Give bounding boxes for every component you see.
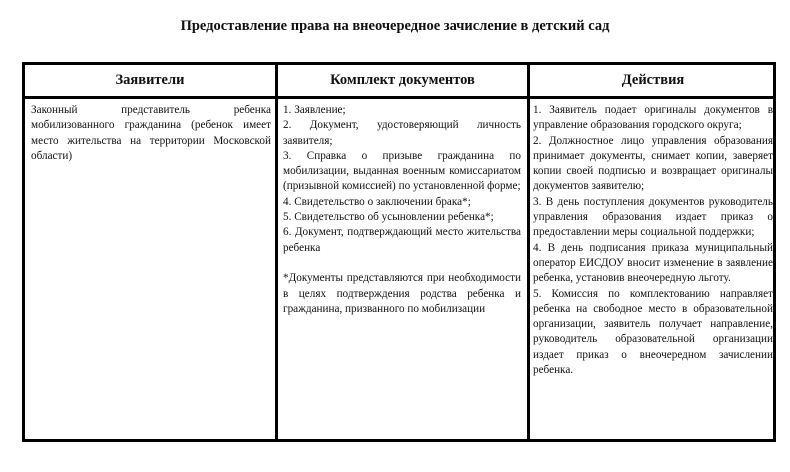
- list-item: 4. Свидетельство о заключении брака*;: [283, 195, 471, 208]
- document-title: Предоставление права на внеочередное зачисление в детский сад: [180, 18, 610, 34]
- list-item: 3. В день поступления документов руководитель управления образования издает приказ о предоставлении меры социальной поддержки;: [533, 195, 773, 239]
- applicants-text: Законный представитель ребенка мобилизованного гражданина (ребенок имеет место жительства на территории Московской области): [31, 104, 271, 162]
- header-actions: Действия: [621, 72, 685, 88]
- documents-cell: [283, 103, 521, 317]
- list-item: 1. Заявитель подает оригиналы документов в управление образования городского округа;: [533, 104, 773, 132]
- header-applicants: Заявители: [115, 72, 185, 88]
- column-divider: [527, 65, 530, 439]
- table-header-row: [25, 65, 773, 99]
- column-divider: [275, 65, 278, 439]
- header-documents: Комплект документов: [330, 72, 475, 88]
- list-item: 5. Комиссия по комплектованию направляет ребенка на свободное место в образовательной организации, заявитель получает направление, руководитель образовательной организации издает приказ о внеочередном зачислении ребенка.: [533, 287, 773, 377]
- info-table: [22, 62, 776, 442]
- list-item: 3. Справка о призыве гражданина по мобилизации, выданная военным комиссариатом (призывной комиссией) по установленной форме;: [283, 149, 521, 193]
- list-item: 1. Заявление;: [283, 104, 346, 116]
- actions-cell: [533, 103, 773, 378]
- documents-note: *Документы представляются при необходимости в целях подтверждения родства ребенка и гражданина, призванного по мобилизации: [283, 272, 521, 315]
- list-item: 4. В день подписания приказа муниципальный оператор ЕИСДОУ вносит изменение в заявление ребенка, установив внеочередную льготу.: [533, 241, 773, 285]
- applicants-cell: [31, 103, 271, 164]
- list-item: 2. Документ, удостоверяющий личность заявителя;: [283, 119, 521, 147]
- list-item: 6. Документ, подтверждающий место жительства ребенка: [283, 226, 521, 254]
- list-item: 2. Должностное лицо управления образования принимает документы, снимает копии, заверяет копии своей подписью и возвращает оригиналы документов заявителю;: [533, 134, 773, 193]
- list-item: 5. Свидетельство об усыновлении ребенка*;: [283, 211, 494, 224]
